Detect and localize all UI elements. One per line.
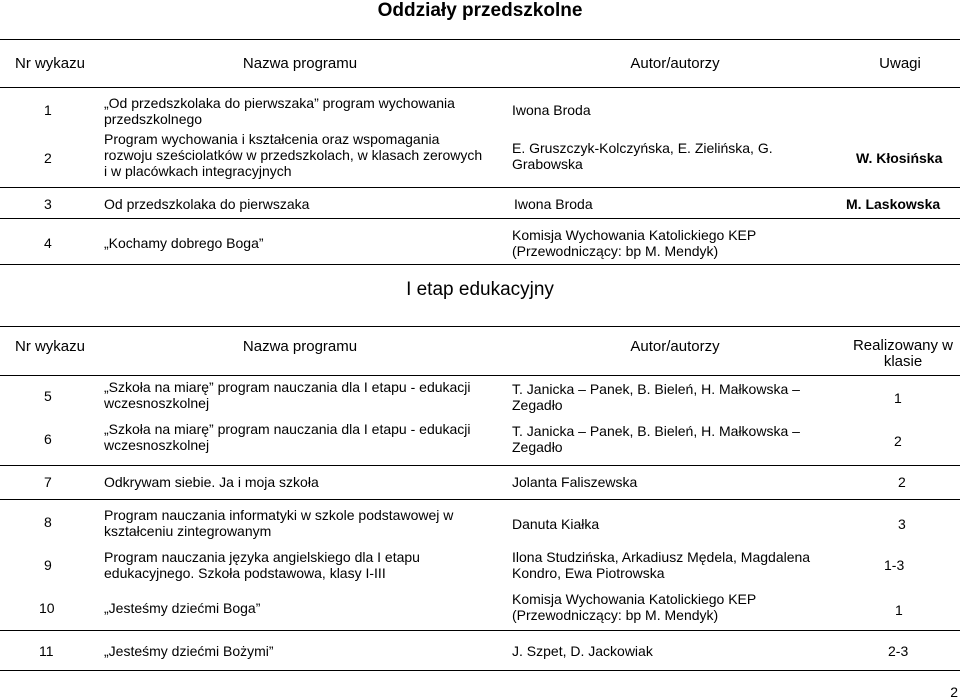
table1-row-border xyxy=(0,218,960,219)
row-author: Ilona Studzińska, Arkadiusz Mędela, Magdalena Kondro, Ewa Piotrowska xyxy=(512,549,811,581)
row-program-name: „Jesteśmy dziećmi Boga” xyxy=(104,600,261,616)
table1-top-border xyxy=(0,39,960,40)
row-author: Jolanta Faliszewska xyxy=(512,474,638,490)
header-author: Autor/autorzy xyxy=(630,55,720,72)
row-author: Komisja Wychowania Katolickiego KEP (Przewodniczący: bp M. Mendyk) xyxy=(512,227,756,259)
table1-bottom-border xyxy=(0,264,960,265)
row-program-name: Odkrywam siebie. Ja i moja szkoła xyxy=(104,474,319,490)
row-program-name: Program nauczania informatyki w szkole podstawowej w kształceniu zintegrowanym xyxy=(104,507,454,539)
row-nr: 2 xyxy=(44,150,52,166)
row-program-name: „Jesteśmy dziećmi Bożymi” xyxy=(104,643,274,659)
row-nr: 11 xyxy=(39,643,54,659)
row-author: Komisja Wychowania Katolickiego KEP (Przewodniczący: bp M. Mendyk) xyxy=(512,591,756,623)
row-nr: 4 xyxy=(44,235,52,251)
header-nr: Nr wykazu xyxy=(14,338,85,355)
row-class: 2 xyxy=(898,474,906,490)
header-name: Nazwa programu xyxy=(242,338,358,355)
row-nr: 6 xyxy=(44,431,52,447)
row-class: 1 xyxy=(894,390,902,406)
row-nr: 1 xyxy=(44,102,52,118)
table2-top-border xyxy=(0,326,960,327)
row-class: 3 xyxy=(898,516,906,532)
row-class: 1 xyxy=(895,602,903,618)
row-program-name: „Szkoła na miarę” program nauczania dla I etapu - edukacji wczesnoszkolnej xyxy=(104,421,471,453)
row-nr: 3 xyxy=(44,196,52,212)
row-program-name: Od przedszkolaka do pierwszaka xyxy=(104,196,310,212)
section-title: I etap edukacyjny xyxy=(406,279,554,300)
header-notes: Uwagi xyxy=(879,55,921,72)
page-number: 2 xyxy=(950,684,958,700)
row-nr: 7 xyxy=(44,474,52,490)
table1-row-border xyxy=(0,187,960,188)
row-class: 2-3 xyxy=(888,643,909,659)
row-notes: W. Kłosińska xyxy=(856,150,943,166)
row-author: J. Szpet, D. Jackowiak xyxy=(512,643,653,659)
header-author: Autor/autorzy xyxy=(630,338,720,355)
table2-header-border xyxy=(0,375,960,376)
table1-header-border xyxy=(0,87,960,88)
row-notes: M. Laskowska xyxy=(846,196,941,212)
row-program-name: „Kochamy dobrego Boga” xyxy=(104,235,264,251)
table2-row-border xyxy=(0,630,960,631)
row-program-name: Program wychowania i kształcenia oraz wspomagania rozwoju sześciolatków w przedszkolach, w klasach zerowych i w placówkach integracyjnych xyxy=(104,131,483,179)
row-program-name: Program nauczania języka angielskiego dla I etapu edukacyjnego. Szkoła podstawowa, klasy I-III xyxy=(104,549,420,581)
row-class: 2 xyxy=(894,433,902,449)
row-nr: 10 xyxy=(39,600,55,616)
row-program-name: „Szkoła na miarę” program nauczania dla I etapu - edukacji wczesnoszkolnej xyxy=(104,379,471,411)
row-author: Iwona Broda xyxy=(514,196,593,212)
header-nr: Nr wykazu xyxy=(14,55,85,72)
table2-bottom-border xyxy=(0,670,960,671)
table2-row-border xyxy=(0,465,960,466)
row-author: T. Janicka – Panek, B. Bieleń, H. Małkowska – Zegadło xyxy=(512,423,800,455)
row-program-name: „Od przedszkolaka do pierwszaka” program wychowania przedszkolnego xyxy=(104,95,455,127)
row-nr: 8 xyxy=(44,514,52,530)
page-title: Oddziały przedszkolne xyxy=(377,0,583,21)
row-nr: 5 xyxy=(44,388,52,404)
row-author: Danuta Kiałka xyxy=(512,516,600,532)
row-author: Iwona Broda xyxy=(512,102,591,118)
row-author: T. Janicka – Panek, B. Bieleń, H. Małkowska – Zegadło xyxy=(512,381,800,413)
table2-row-border xyxy=(0,499,960,500)
header-class: Realizowany w klasie xyxy=(852,337,954,370)
row-class: 1-3 xyxy=(884,557,905,573)
row-author: E. Gruszczyk-Kolczyńska, E. Zielińska, G. Grabowska xyxy=(512,140,773,172)
row-nr: 9 xyxy=(44,557,52,573)
header-name: Nazwa programu xyxy=(242,55,358,72)
